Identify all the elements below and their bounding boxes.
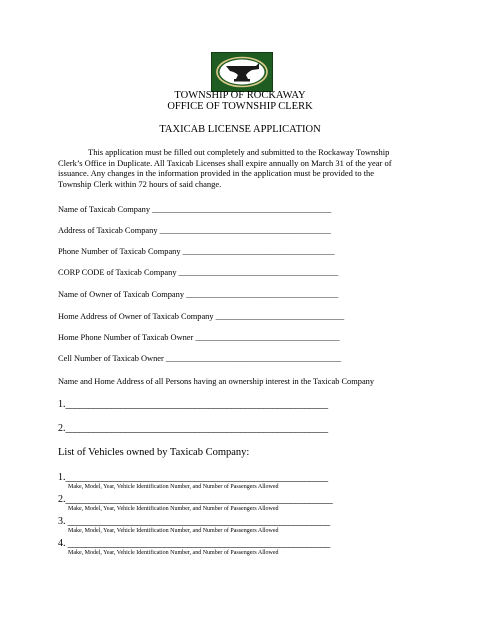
corp-code-field[interactable] xyxy=(58,268,338,277)
blank-line[interactable]: ______________________________________________ xyxy=(152,205,331,214)
vehicle-caption: Make, Model, Year, Vehicle Identification Number, and Number of Passengers Allowed xyxy=(68,506,279,512)
blank-line[interactable]: _________________________________________________________ xyxy=(65,472,328,483)
instructions-text: This application must be filled out completely and submitted to the Rockaway Township Clerk’s Office in Duplicate. All Taxicab Licenses shall expire annually on March 31 of the year of issuance. Any changes in the information provided in the application must be provided to the Township Clerk within 72 hours of said change. xyxy=(58,147,392,189)
blank-line[interactable]: _____________________________________________ xyxy=(165,354,341,363)
blank-line[interactable]: _________________________________________________________ xyxy=(65,516,330,527)
vehicle-entry[interactable] xyxy=(58,538,330,557)
blank-line[interactable]: _____________________________________ xyxy=(195,333,340,342)
vehicle-entry[interactable] xyxy=(58,494,332,513)
anvil-seal-icon xyxy=(212,53,272,91)
vehicle-caption: Make, Model, Year, Vehicle Identification Number, and Number of Passengers Allowed xyxy=(68,528,279,534)
field-label: Home Address of Owner of Taxicab Company xyxy=(58,312,214,321)
instructions-paragraph xyxy=(58,147,403,189)
owner-home-phone-field[interactable] xyxy=(58,333,339,342)
field-label: CORP CODE of Taxicab Company xyxy=(58,268,177,277)
field-label: Name of Taxicab Company xyxy=(58,205,151,214)
taxicab-company-name-field[interactable] xyxy=(58,205,331,214)
entry-number: 2. xyxy=(58,423,66,434)
field-label: Home Phone Number of Taxicab Owner xyxy=(58,333,194,342)
form-title: TAXICAB LICENSE APPLICATION xyxy=(159,124,321,135)
ownership-entry[interactable] xyxy=(58,399,328,410)
blank-line[interactable]: _______________________________________ xyxy=(186,290,338,299)
vehicle-entry[interactable] xyxy=(58,516,330,535)
vehicle-caption: Make, Model, Year, Vehicle Identification Number, and Number of Passengers Allowed xyxy=(68,550,279,556)
entry-number: 3. xyxy=(58,516,66,527)
office-name: OFFICE OF TOWNSHIP CLERK xyxy=(167,101,313,112)
owner-cell-number-field[interactable] xyxy=(58,354,341,363)
blank-line[interactable]: _________________________________ xyxy=(215,312,344,321)
field-label: Phone Number of Taxicab Company xyxy=(58,247,181,256)
entry-number: 2. xyxy=(58,494,66,505)
blank-line[interactable]: _______________________________________ xyxy=(182,247,335,256)
taxicab-company-address-field[interactable] xyxy=(58,226,331,235)
ownership-heading: Name and Home Address of all Persons having an ownership interest in the Taxicab Company xyxy=(58,377,375,386)
ownership-entry[interactable] xyxy=(58,423,328,434)
vehicles-heading: List of Vehicles owned by Taxicab Company: xyxy=(58,447,250,458)
township-name: TOWNSHIP OF ROCKAWAY xyxy=(174,90,306,101)
vehicle-caption: Make, Model, Year, Vehicle Identification Number, and Number of Passengers Allowed xyxy=(68,484,279,490)
entry-number: 4. xyxy=(58,538,66,549)
field-label: Address of Taxicab Company xyxy=(58,226,158,235)
entry-number: 1. xyxy=(58,472,66,483)
blank-line[interactable]: _________________________________________________________ xyxy=(65,423,328,434)
blank-line[interactable]: ____________________________________________ xyxy=(159,226,331,235)
blank-line[interactable]: _________________________________________________________ xyxy=(65,399,328,410)
blank-line[interactable]: _________________________________________ xyxy=(178,268,339,277)
owner-home-address-field[interactable] xyxy=(58,312,344,321)
vehicle-entry[interactable] xyxy=(58,472,328,491)
owner-name-field[interactable] xyxy=(58,290,338,299)
taxicab-company-phone-field[interactable] xyxy=(58,247,334,256)
field-label: Name of Owner of Taxicab Company xyxy=(58,290,185,299)
blank-line[interactable]: _________________________________________________________ xyxy=(65,538,330,549)
entry-number: 1. xyxy=(58,399,66,410)
township-logo xyxy=(211,52,273,92)
blank-line[interactable]: __________________________________________________________ xyxy=(65,494,333,505)
field-label: Cell Number of Taxicab Owner xyxy=(58,354,164,363)
